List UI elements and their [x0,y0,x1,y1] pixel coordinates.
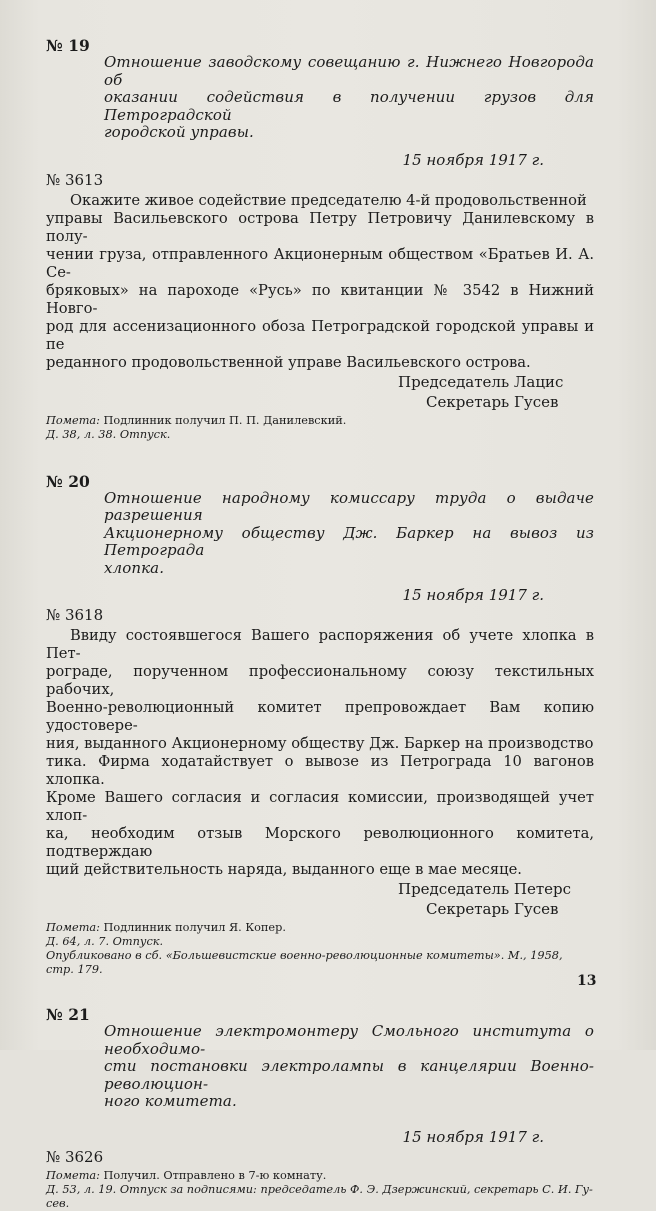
title-line: хлопка. [104,558,165,577]
body-line: щий действительность наряда, выданного еще в мае месяце. [46,861,522,878]
title-line: Отношение народному комиссару труда о выдаче разрешения [104,488,594,524]
body-line: тика. Фирма ходатайствует о вывозе из Петрограда 10 вагонов хлопка. [46,753,594,788]
note-line: Помета: Подлинник получил П. П. Данилевский. [46,413,347,427]
archival-notes [46,414,594,442]
note-line: Д. 38, л. 38. Отпуск. [46,427,171,441]
document-heading: № 21 [46,1005,90,1024]
signature-chair: Председатель Петерс [398,880,572,898]
outgoing-number: № 3626 [46,1147,104,1166]
body-line: Кроме Вашего согласия и согласия комиссии, производящей учет хлоп- [46,789,594,824]
document-title [104,1023,594,1111]
archival-notes [46,1169,594,1211]
signature-secretary: Секретарь Гусев [426,900,559,918]
document-body [46,192,594,372]
body-line: Ввиду состоявшегося Вашего распоряжения об учете хлопка в Пет- [46,627,594,662]
outgoing-number: № 3613 [46,170,104,189]
title-line: Акционерному обществу Дж. Баркер на вывоз из Петрограда [104,523,594,559]
document-title [104,54,594,142]
signature-chair: Председатель Лацис [398,372,564,391]
document-date: 15 ноября 1917 г. [402,586,544,604]
document-date: 15 ноября 1917 г. [402,150,544,169]
body-line: реданного продовольственной управе Васильевского острова. [46,353,531,371]
document-date: 15 ноября 1917 г. [402,1127,544,1146]
body-line: чении груза, отправленного Акционерным обществом «Братьев И. А. Се- [46,245,594,281]
document-heading: № 19 [46,36,90,55]
document-heading: № 20 [46,471,90,491]
note-line: Опубликовано в сб. «Большевистские военно-революционные комитеты». М., 1958, [46,949,563,962]
signatures [398,879,594,919]
page-number: 13 [577,973,597,989]
body-line: Военно-революционный комитет препровождает Вам копию удостовере- [46,699,594,734]
title-line: Отношение электромонтеру Смольного института о необходимо- [104,1022,594,1058]
document-21 [46,1005,594,1211]
body-line: бряковых» на пароходе «Русь» по квитанции № 3542 в Нижний Новго- [46,281,594,317]
body-line: ния, выданного Акционерному обществу Дж. Баркер на производство [46,735,594,752]
signature-secretary: Секретарь Гусев [426,392,559,411]
title-line: сти постановки электролампы в канцелярии Военно-революцион- [104,1057,594,1093]
document-20 [46,472,594,978]
title-line: городской управы. [104,123,254,141]
note-line: Д. 64, л. 7. Отпуск. [46,935,164,948]
note-line: сев. [46,1196,70,1210]
signatures [398,372,594,412]
title-line: оказании содействия в получении грузов для Петроградской [104,88,594,124]
note-line: Д. 53, л. 19. Отпуск за подписями: председатель Ф. Э. Дзержинский, секретарь С. И. Гу- [46,1182,593,1196]
document-body [46,627,594,879]
outgoing-number: № 3618 [46,606,104,624]
document-19 [46,36,594,442]
title-line: ного комитета. [104,1092,237,1110]
title-line: Отношение заводскому совещанию г. Нижнего Новгорода об [104,53,594,89]
document-title [104,490,594,578]
page-content [46,36,597,1211]
note-line: стр. 179. [46,963,103,976]
body-line: рограде, порученном профессиональному союзу текстильных рабочих, [46,663,594,698]
archival-notes [46,921,594,977]
body-line: ка, необходим отзыв Морского революционного комитета, подтверждаю [46,825,594,860]
body-line: управы Васильевского острова Петру Петровичу Данилевскому в полу- [46,209,594,245]
body-line: род для ассенизационного обоза Петроградской городской управы и пе [46,317,594,353]
note-line: Помета: Подлинник получил Я. Копер. [46,921,286,934]
note-line: Помета: Получил. Отправлено в 7-ю комнату. [46,1168,327,1182]
body-line: Окажите живое содействие председателю 4-й продовольственной [70,191,587,209]
